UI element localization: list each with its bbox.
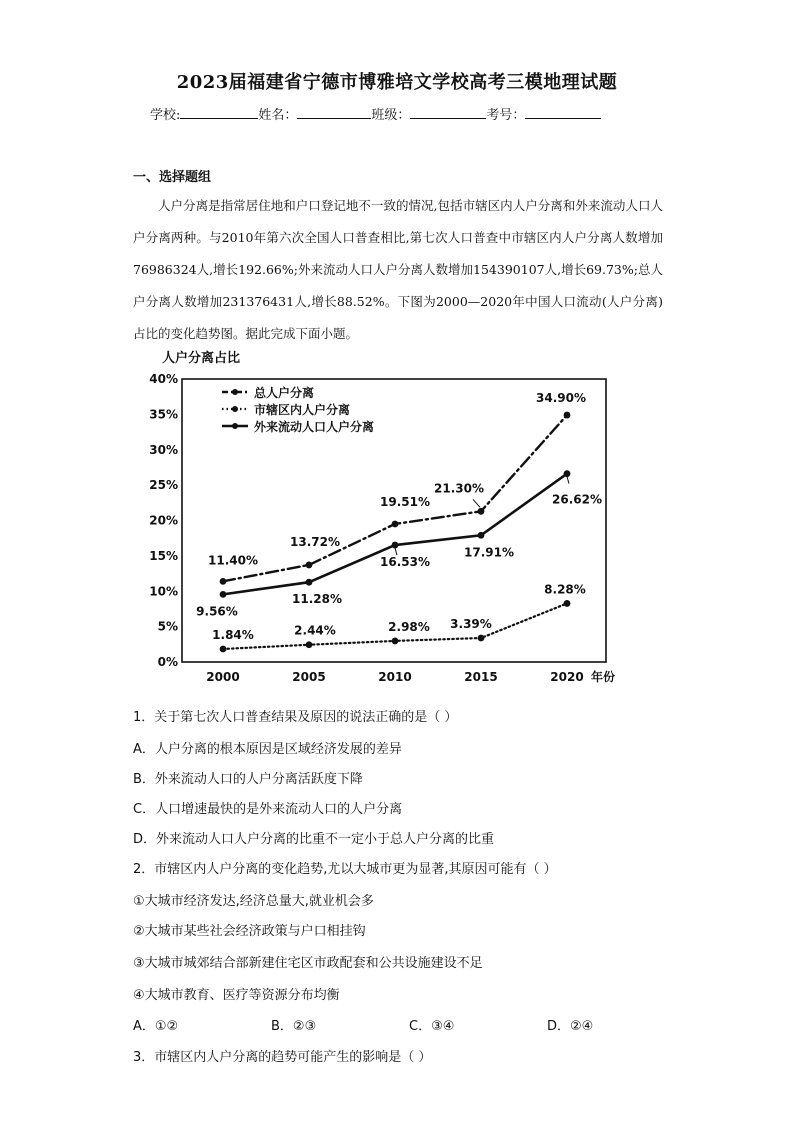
data-point bbox=[220, 591, 227, 598]
y-tick-label: 35% bbox=[149, 407, 178, 422]
section-heading: 一、选择题组 bbox=[133, 170, 212, 185]
exam-no-blank bbox=[525, 106, 601, 119]
legend-marker bbox=[232, 389, 238, 395]
legend-marker bbox=[232, 406, 238, 412]
exam-title: 2023届福建省宁德市博雅培文学校高考三模地理试题 bbox=[176, 72, 618, 93]
label-leader bbox=[473, 499, 480, 507]
data-label: 2.98% bbox=[388, 619, 430, 634]
question-2-statement-2: ②大城市某些社会经济政策与户口相挂钩 bbox=[133, 924, 366, 939]
student-info-line bbox=[150, 104, 601, 123]
data-point bbox=[306, 562, 313, 569]
y-tick-label: 0% bbox=[157, 655, 178, 669]
x-tick-label: 2010 bbox=[378, 670, 412, 684]
name-blank bbox=[297, 106, 371, 119]
question-1-option-c: C．人口增速最快的是外来流动人口的人户分离 bbox=[133, 802, 403, 817]
population-separation-chart bbox=[140, 346, 640, 692]
label-leader bbox=[395, 548, 397, 555]
question-1-option-d: D．外来流动人口人户分离的比重不一定小于总人户分离的比重 bbox=[133, 832, 495, 847]
data-point bbox=[564, 412, 571, 419]
data-label: 9.56% bbox=[196, 604, 238, 619]
x-tick-label: 2020 bbox=[550, 670, 584, 684]
class-label: 班级： bbox=[371, 108, 411, 123]
label-leader bbox=[567, 477, 569, 484]
data-point bbox=[220, 646, 227, 653]
question-1-stem: 1．关于第七次人口普查结果及原因的说法正确的是（ ） bbox=[133, 710, 458, 725]
data-label: 19.51% bbox=[380, 494, 430, 509]
y-tick-label: 10% bbox=[149, 584, 178, 599]
y-tick-label: 25% bbox=[149, 478, 178, 493]
data-label: 11.28% bbox=[292, 592, 342, 607]
data-label: 3.39% bbox=[450, 617, 492, 632]
y-tick-label: 20% bbox=[149, 513, 178, 528]
data-label: 2.44% bbox=[294, 623, 336, 638]
question-2-statement-4: ④大城市教育、医疗等资源分布均衡 bbox=[133, 988, 340, 1003]
question-2-option-c: C．③④ bbox=[409, 1019, 455, 1034]
y-tick-label: 40% bbox=[149, 372, 178, 386]
x-tick-label: 2000 bbox=[206, 670, 240, 684]
question-2-options bbox=[133, 1015, 663, 1034]
legend-label: 市辖区内人户分离 bbox=[254, 403, 351, 417]
question-1-option-a: A．人户分离的根本原因是区域经济发展的差异 bbox=[133, 742, 402, 757]
question-2-option-d: D．②④ bbox=[547, 1019, 594, 1034]
y-tick-label: 15% bbox=[149, 548, 178, 563]
data-label: 8.28% bbox=[544, 582, 586, 597]
series-line bbox=[223, 474, 567, 595]
data-label: 1.84% bbox=[212, 627, 254, 642]
data-label: 34.90% bbox=[536, 391, 586, 406]
data-point bbox=[220, 578, 227, 585]
y-tick-label: 5% bbox=[157, 619, 178, 634]
question-1-option-b: B．外来流动人口的人户分离活跃度下降 bbox=[133, 772, 363, 787]
data-label: 17.91% bbox=[464, 545, 514, 560]
class-blank bbox=[410, 106, 486, 119]
exam-no-label: 考号： bbox=[486, 108, 526, 123]
question-2-statement-1: ①大城市经济发达,经济总量大,就业机会多 bbox=[133, 894, 374, 909]
passage-text: 人户分离是指常居住地和户口登记地不一致的情况,包括市辖区内人户分离和外来流动人口人户分离两种。与2010年第六次全国人口普查相比,第七次人口普查中市辖区内人户分离人数增加76986324人,增长192.66%;外来流动人口人户分离人数增加154390107人,增长69.73%;总人户分离人数增加231376431人,增长88.52%。下图为2000—2020年中国人口流动(人户分离)占比的变化趋势图。据此完成下面小题。 bbox=[133, 198, 663, 341]
question-2-stem: 2．市辖区内人户分离的变化趋势,尤以大城市更为显著,其原因可能有（ ） bbox=[133, 862, 557, 877]
data-point bbox=[564, 470, 571, 477]
data-point bbox=[392, 542, 399, 549]
question-3-stem: 3．市辖区内人户分离的趋势可能产生的影响是（ ） bbox=[133, 1050, 432, 1065]
data-point bbox=[392, 521, 399, 528]
y-tick-label: 30% bbox=[149, 442, 178, 457]
data-point bbox=[306, 579, 313, 586]
data-label: 21.30% bbox=[434, 481, 484, 496]
question-2-statement-3: ③大城市城郊结合部新建住宅区市政配套和公共设施建设不足 bbox=[133, 956, 483, 971]
data-point bbox=[564, 600, 571, 607]
legend-label: 总人户分离 bbox=[254, 386, 315, 400]
school-blank bbox=[180, 106, 258, 119]
x-tick-label: 2005 bbox=[292, 670, 326, 684]
data-label: 16.53% bbox=[380, 555, 430, 570]
name-label: 姓名： bbox=[258, 108, 298, 123]
school-label: 学校: bbox=[150, 108, 181, 123]
chart-title: 人户分离占比 bbox=[162, 351, 241, 366]
data-point bbox=[392, 638, 399, 645]
data-point bbox=[478, 532, 485, 539]
data-point bbox=[306, 641, 313, 648]
data-label: 13.72% bbox=[290, 534, 340, 549]
question-2-option-b: B．②③ bbox=[271, 1019, 317, 1034]
x-tick-label: 2015 bbox=[464, 670, 498, 684]
x-axis-label: 年份 bbox=[591, 670, 616, 684]
legend-marker bbox=[232, 423, 238, 429]
legend-label: 外来流动人口人户分离 bbox=[254, 420, 375, 434]
data-label: 26.62% bbox=[552, 492, 602, 507]
data-point bbox=[478, 635, 485, 642]
data-label: 11.40% bbox=[208, 553, 258, 568]
question-2-option-a: A．①② bbox=[133, 1019, 179, 1034]
data-point bbox=[478, 508, 485, 515]
